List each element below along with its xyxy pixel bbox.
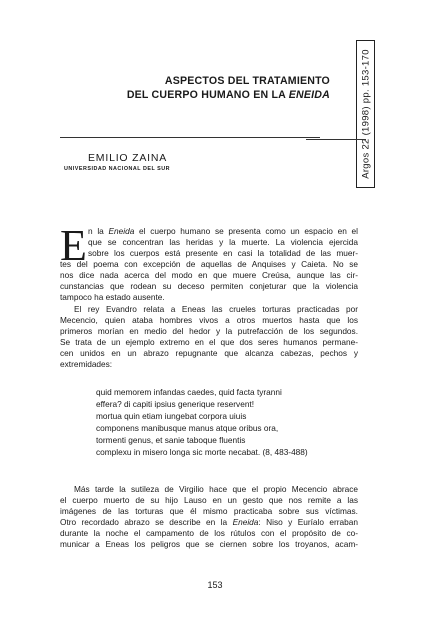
title-rule-long <box>60 137 320 138</box>
title-line-2 <box>60 88 330 102</box>
page-number: 153 <box>207 580 223 590</box>
body-line: extremidades: <box>60 359 113 369</box>
verse-line: componens manibusque manus atque oribus ora, <box>96 423 279 433</box>
title-line-2-prefix: DEL CUERPO HUMANO EN LA <box>126 89 289 101</box>
body-line: cen unidos en un abrazo repugnante que alcanza cabezas, pechos y <box>60 348 358 358</box>
title-rule-short <box>306 139 366 140</box>
verse-line: effera? di capiti ipsius generique reservent! <box>96 399 255 409</box>
title-line-1: ASPECTOS DEL TRATAMIENTO <box>164 75 330 87</box>
body-line: El rey Evandro relata a Eneas las crueles torturas practicadas por <box>74 304 358 314</box>
journal-citation-box <box>356 40 375 188</box>
body-line: cunstancias que rodean su deceso permiten conjeturar que la violencia <box>60 281 358 291</box>
body-line: primeros morían en medio del hedor y la putrefacción de los segundos. <box>60 326 358 336</box>
verse-line: complexu in misero longa sic morte necabat. (8, 483-488) <box>96 447 308 457</box>
body-line: imágenes de las torturas que él mismo practicaba sobre sus víctimas. <box>60 506 358 516</box>
author-affiliation: UNIVERSIDAD NACIONAL DEL SUR <box>64 166 171 172</box>
body-line: tampoco ha estado ausente. <box>60 292 165 302</box>
body-line: durante la noche el campamento de los rútulos con el propósito de co- <box>60 528 358 538</box>
body-line: Se trata de un ejemplo extremo en el que dos seres humanos permane- <box>60 337 358 347</box>
body-line: Más tarde la sutileza de Virgilio hace que el propio Mecencio abrace <box>74 484 358 494</box>
body-line: tes del poema con excepción de aquellas de Anquises y Caieta. No se <box>60 259 358 269</box>
title-line-2-italic: ENEIDA <box>288 89 330 101</box>
body-line: sobre los cuerpos está presente en casi la totalidad de las muer- <box>88 248 358 258</box>
drop-cap: E <box>60 221 87 270</box>
verse-line: mortua quin etiam iungebat corpora uiuis <box>96 411 247 421</box>
body-line: Otro recordado abrazo se describe en la Eneida: Niso y Euríalo erraban <box>60 517 358 527</box>
author-name: EMILIO ZAINA <box>88 152 168 164</box>
journal-citation-text: Argos 22 (1998) pp. 153-170 <box>360 49 371 179</box>
verse-line: quid memorem infandas caedes, quid facta tyranni <box>96 387 282 397</box>
body-line: Mecencio, quien ataba hombres vivos a otros muertos hasta que los <box>60 315 358 325</box>
body-line: n la Eneida el cuerpo humano se presenta como un espacio en el <box>88 226 358 236</box>
body-line: municar a Eneas los peligros que se ciernen sobre los troyanos, acam- <box>60 539 358 549</box>
body-line: nos dice nada acerca del modo en que muere Creúsa, aunque las cir- <box>60 270 358 280</box>
body-line: el cuerpo muerto de su hijo Lauso en un gesto que nos remite a las <box>60 495 358 505</box>
verse-line: tormenti genus, et sanie taboque fluentis <box>96 435 246 445</box>
article-title <box>60 74 330 102</box>
body-line: que se concentran las heridas y la muerte. La violencia ejercida <box>88 237 358 247</box>
